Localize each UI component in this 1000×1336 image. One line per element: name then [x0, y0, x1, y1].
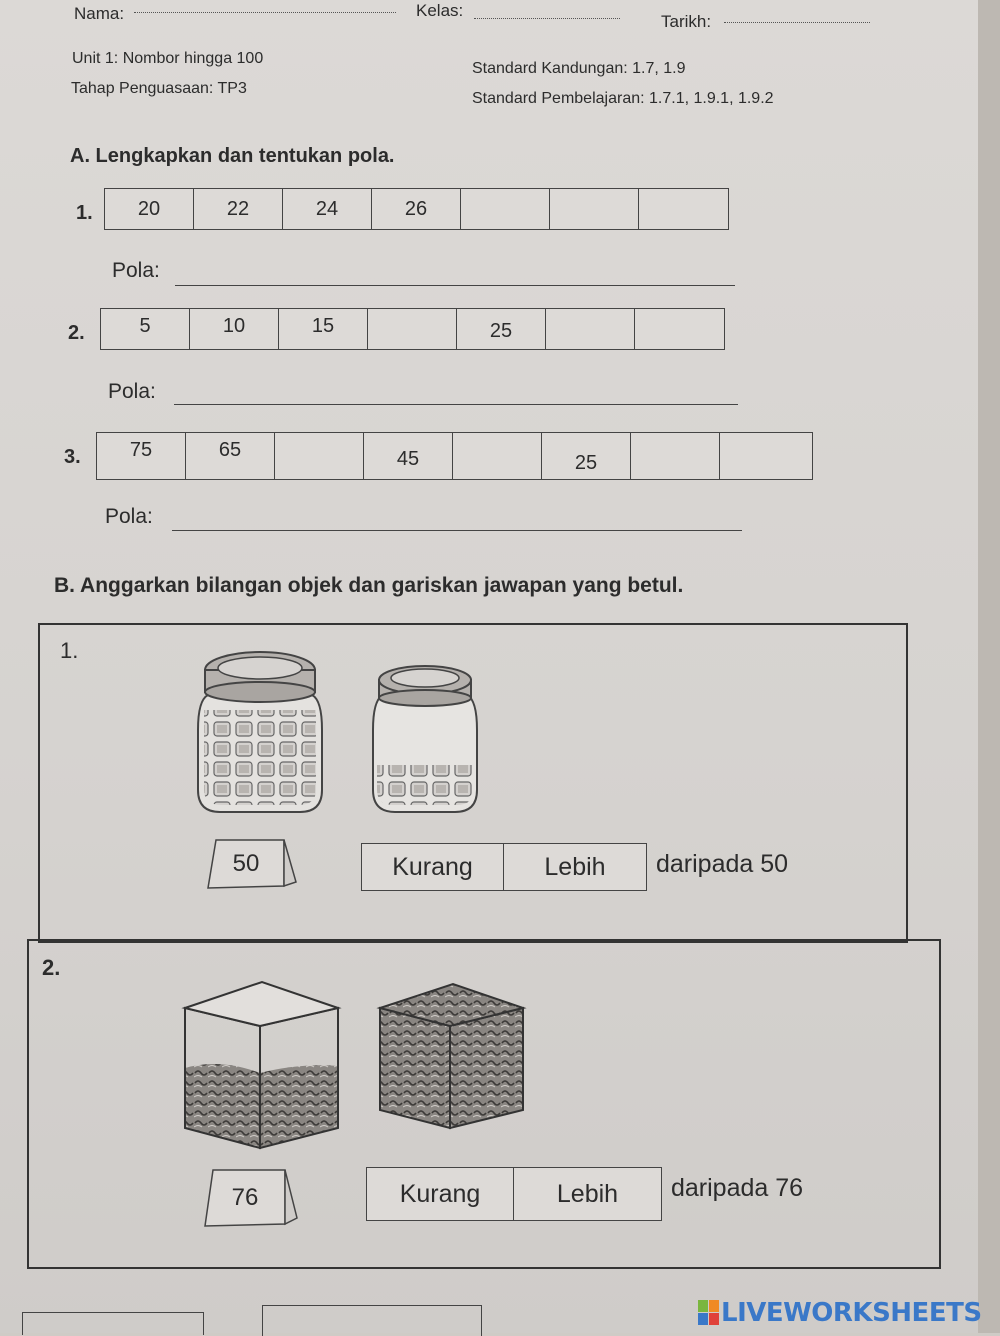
partial-jar-icon	[373, 666, 477, 812]
number-sequence-3	[96, 432, 813, 480]
sequence-cell: 65	[186, 433, 275, 479]
kelas-field[interactable]	[474, 18, 620, 19]
page-bottom-table	[262, 1305, 482, 1336]
answer-cell[interactable]	[639, 189, 728, 229]
section-b-title: B. Anggarkan bilangan objek dan gariskan jawapan yang betul.	[54, 574, 684, 597]
answer-cell[interactable]	[550, 189, 639, 229]
page-bottom-table	[22, 1312, 204, 1335]
sequence-cell: 20	[105, 189, 194, 229]
answer-cell[interactable]	[461, 189, 550, 229]
answer-choice-2	[366, 1167, 662, 1221]
number-sequence-2	[100, 308, 725, 350]
compare-text: daripada 76	[671, 1174, 804, 1202]
sequence-cell: 22	[194, 189, 283, 229]
option-lebih[interactable]: Lebih	[544, 852, 606, 881]
estimate-value: 76	[231, 1184, 259, 1211]
pola-answer-line[interactable]	[174, 404, 738, 405]
partly-filled-box-icon	[185, 982, 338, 1148]
tarikh-field[interactable]	[724, 22, 870, 23]
option-lebih[interactable]: Lebih	[556, 1179, 619, 1208]
pola-answer-line[interactable]	[175, 285, 735, 286]
section-a-title: A. Lengkapkan dan tentukan pola.	[70, 145, 395, 167]
nama-label: Nama:	[74, 4, 125, 23]
answer-cell[interactable]	[453, 433, 542, 479]
sequence-cell: 25	[542, 433, 631, 479]
answer-cell[interactable]	[368, 309, 457, 349]
number-sequence-1	[104, 188, 729, 230]
sequence-cell: 25	[457, 309, 546, 349]
pola-label: Pola:	[108, 380, 156, 403]
pola-label: Pola:	[105, 505, 153, 528]
question-number: 2.	[68, 322, 85, 344]
compare-text: daripada 50	[656, 850, 789, 878]
answer-cell[interactable]	[546, 309, 635, 349]
kelas-label: Kelas:	[416, 1, 464, 20]
nama-field[interactable]	[134, 12, 396, 13]
answer-cell[interactable]	[720, 433, 812, 479]
answer-cell[interactable]	[631, 433, 720, 479]
question-number: 2.	[42, 955, 61, 980]
jars-illustration	[190, 640, 500, 825]
standard-pembelajaran: Standard Pembelajaran: 1.7.1, 1.9.1, 1.9.2	[472, 90, 774, 107]
number-tent-card	[206, 838, 298, 890]
sequence-cell: 15	[279, 309, 368, 349]
sequence-cell: 45	[364, 433, 453, 479]
tarikh-label: Tarikh:	[661, 12, 712, 31]
estimate-value: 50	[232, 850, 260, 877]
number-tent-card	[203, 1168, 299, 1228]
sequence-cell: 5	[101, 309, 190, 349]
standard-kandungan: Standard Kandungan: 1.7, 1.9	[472, 60, 686, 77]
option-kurang[interactable]: Kurang	[362, 844, 504, 890]
boxes-illustration	[180, 978, 530, 1153]
question-number: 3.	[64, 446, 81, 468]
pola-label: Pola:	[112, 259, 160, 282]
sequence-cell: 75	[97, 433, 186, 479]
sequence-cell: 26	[372, 189, 461, 229]
sequence-cell: 10	[190, 309, 279, 349]
unit-label: Unit 1: Nombor hingga 100	[72, 50, 264, 67]
answer-choice-1	[361, 843, 647, 891]
question-number: 1.	[60, 638, 79, 663]
question-number: 1.	[76, 202, 93, 224]
pola-answer-line[interactable]	[172, 530, 742, 531]
full-box-icon	[380, 984, 523, 1128]
liveworksheets-icon	[697, 1299, 721, 1327]
sequence-cell: 24	[283, 189, 372, 229]
option-kurang[interactable]: Kurang	[367, 1168, 514, 1220]
background-page-edge	[978, 0, 1000, 1333]
answer-cell[interactable]	[635, 309, 724, 349]
tahap-label: Tahap Penguasaan: TP3	[71, 80, 247, 97]
liveworksheets-logo	[697, 1298, 982, 1328]
logo-text: LIVEWORKSHEETS	[721, 1298, 982, 1328]
full-jar-icon	[198, 652, 322, 812]
answer-cell[interactable]	[275, 433, 364, 479]
